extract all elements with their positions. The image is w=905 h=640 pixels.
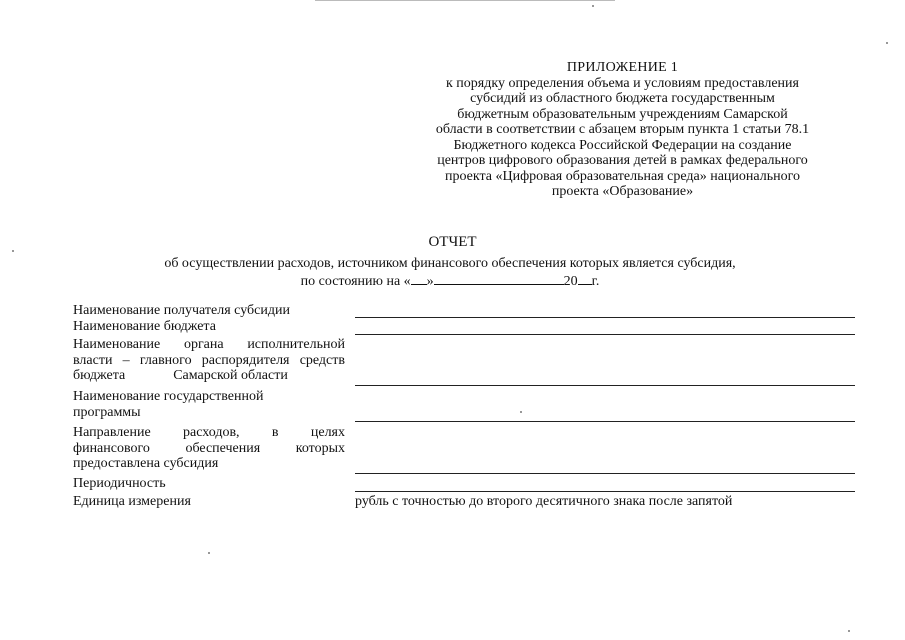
report-date-line [40,272,860,290]
unit-value: рубль с точностью до второго десятичного знака после запятой [355,494,733,509]
authority-label [73,337,345,384]
direction-line[interactable] [355,473,855,474]
budget-label: Наименование бюджета [73,319,216,334]
appendix-header [400,60,845,200]
scan-speck [520,411,522,413]
scan-top-edge [315,0,615,1]
scan-speck [592,5,594,7]
appendix-line: проекта «Образование» [551,184,694,199]
scan-speck [848,630,850,632]
date-suffix: г. [591,273,600,289]
direction-line-1: Направление расходов, в целях [73,425,345,440]
direction-label [73,425,345,472]
year-blank[interactable] [578,272,592,285]
appendix-line: к порядку определения объема и условиям предоставления [445,75,799,91]
authority-line-3 [73,368,345,384]
day-blank[interactable] [411,272,427,285]
periodicity-label: Периодичность [73,476,166,491]
date-mid: » [426,273,434,289]
appendix-title: ПРИЛОЖЕНИЕ 1 [566,60,679,75]
recipient-label: Наименование получателя субсидии [73,303,290,318]
program-line-2: программы [73,404,141,420]
scan-speck [886,42,888,44]
date-prefix: по состоянию на « [300,273,411,289]
scan-speck [208,552,210,554]
authority-line-2: власти – главного распорядителя средств [73,352,345,368]
direction-line-3: предоставлена субсидия [73,456,219,471]
appendix-line: области в соответствии с абзацем вторым пункта 1 статьи 78.1 [435,122,810,137]
appendix-line: Бюджетного кодекса Российской Федерации на создание [453,137,792,153]
appendix-line: субсидий из областного бюджета государственным [470,91,775,106]
report-subtitle-block [40,256,860,289]
program-line-1: Наименование государственной [73,389,264,404]
authority-line[interactable] [355,385,855,386]
recipient-line[interactable] [355,317,855,318]
periodicity-line[interactable] [355,491,855,492]
date-year: 20 [563,273,578,289]
program-label [73,389,345,420]
budget-line[interactable] [355,334,855,335]
program-line[interactable] [355,421,855,422]
appendix-line: проекта «Цифровая образовательная среда» национального [444,168,801,184]
authority-line-3a: бюджета [73,368,126,383]
appendix-line: бюджетным образовательным учреждениям Самарской [457,106,788,122]
scan-speck [12,250,14,252]
authority-line-1: Наименование органа исполнительной [73,337,345,352]
direction-line-2: финансового обеспечения которых [73,440,345,456]
report-title: ОТЧЕТ [428,234,477,250]
unit-label: Единица измерения [73,494,191,509]
report-subtitle: об осуществлении расходов, источником финансового обеспечения которых является субсидия, [164,256,736,271]
authority-line-3b: Самарской области [173,368,288,383]
appendix-line: центров цифрового образования детей в рамках федерального [437,153,808,168]
month-blank[interactable] [434,272,564,285]
